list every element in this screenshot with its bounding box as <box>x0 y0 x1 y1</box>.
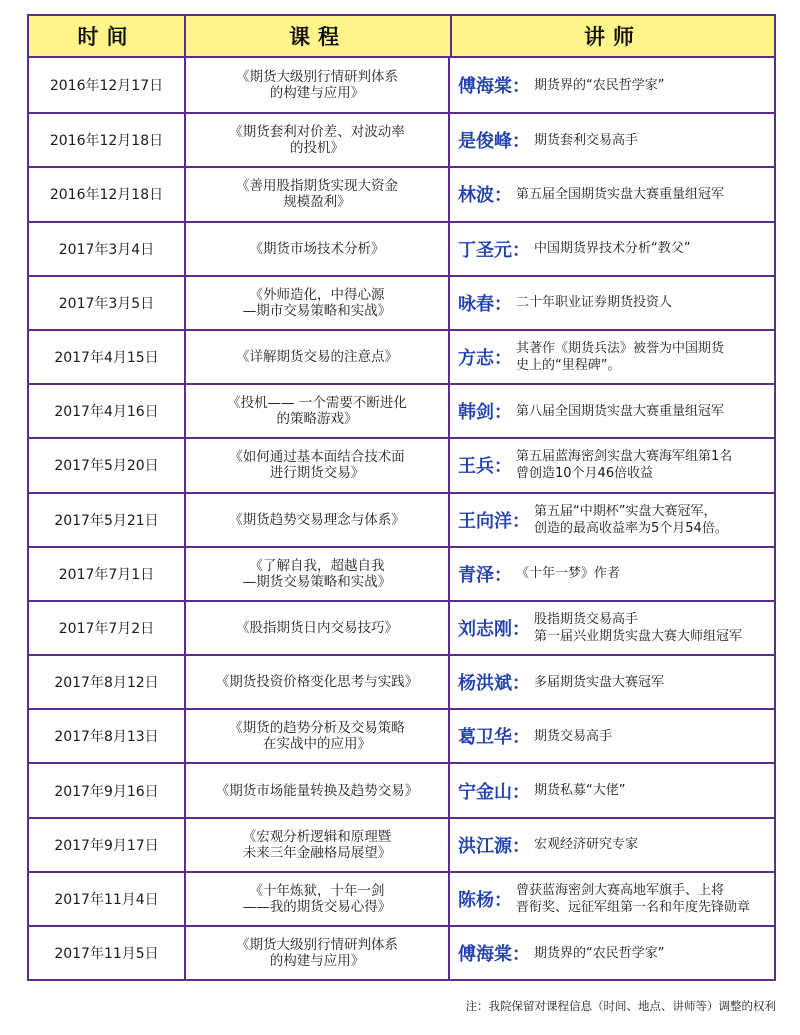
teacher-desc: 《十年一梦》作者 <box>516 566 621 582</box>
teacher-colon: ： <box>512 727 530 749</box>
row-course: 《期货投资价格变化思考与实践》 <box>184 656 448 708</box>
row-teacher <box>448 819 774 871</box>
teacher-colon: ： <box>512 510 530 532</box>
row-date: 2017年4月15日 <box>54 350 159 367</box>
row-date: 2016年12月17日 <box>49 78 164 95</box>
header-date: 时间 <box>77 25 136 49</box>
table-row <box>29 221 774 275</box>
footnote: 注：我院保留对课程信息（时间、地点、讲师等）调整的权利 <box>465 999 776 1013</box>
teacher-name: 是俊峰 <box>458 131 512 153</box>
row-teacher <box>448 385 774 437</box>
teacher-name: 傅海棠 <box>458 944 512 966</box>
teacher-desc: 多届期货实盘大赛冠军 <box>534 674 665 690</box>
table-row <box>29 708 774 762</box>
row-course: 《期货大级别行情研判体系 的构建与应用》 <box>184 927 448 979</box>
row-date: 2017年3月4日 <box>58 241 155 258</box>
teacher-colon: ： <box>512 239 530 261</box>
table-row <box>29 437 774 491</box>
row-date: 2017年5月21日 <box>54 512 159 529</box>
row-teacher <box>448 548 774 600</box>
row-teacher <box>448 114 774 166</box>
teacher-desc: 期货界的“农民哲学家” <box>534 945 665 961</box>
teacher-desc: 曾获蓝海密剑大赛高地军旗手、上将 晋衔奖、远征军组第一名和年度先锋勋章 <box>516 882 751 915</box>
teacher-colon: ： <box>512 76 530 98</box>
row-date: 2016年12月18日 <box>49 187 164 204</box>
row-teacher <box>448 764 774 816</box>
row-teacher <box>448 602 774 654</box>
row-teacher <box>448 331 774 383</box>
teacher-colon: ： <box>512 835 530 857</box>
teacher-desc: 股指期货交易高手 第一届兴业期货实盘大赛大师组冠军 <box>534 611 743 644</box>
table-row <box>29 275 774 329</box>
row-date: 2017年8月13日 <box>54 729 159 746</box>
table-row <box>29 112 774 166</box>
row-teacher <box>448 58 774 112</box>
teacher-name: 方志 <box>458 348 494 370</box>
row-date: 2016年12月18日 <box>49 133 164 150</box>
row-date: 2017年11月4日 <box>54 891 159 908</box>
row-teacher <box>448 873 774 925</box>
table-row <box>29 383 774 437</box>
row-date: 2017年11月5日 <box>54 946 159 963</box>
table-row <box>29 546 774 600</box>
row-course: 《宏观分析逻辑和原理暨 未来三年金融格局展望》 <box>184 819 448 871</box>
row-course: 《投机—— 一个需要不断进化 的策略游戏》 <box>184 385 448 437</box>
row-teacher <box>448 656 774 708</box>
table-row <box>29 166 774 220</box>
teacher-name: 傅海棠 <box>458 76 512 98</box>
teacher-desc: 其著作《期货兵法》被誉为中国期货 史上的“里程碑”。 <box>516 341 725 374</box>
row-teacher <box>448 927 774 979</box>
teacher-desc: 期货交易高手 <box>534 728 613 744</box>
table-body <box>29 58 774 979</box>
teacher-desc: 期货私募“大佬” <box>534 783 626 799</box>
teacher-name: 韩剑 <box>458 402 494 424</box>
row-course: 《善用股指期货实现大资金 规模盈利》 <box>184 168 448 220</box>
teacher-colon: ： <box>494 185 512 207</box>
table-row <box>29 817 774 871</box>
table-row <box>29 654 774 708</box>
row-date: 2017年9月17日 <box>54 837 159 854</box>
row-course: 《期货市场能量转换及趋势交易》 <box>184 764 448 816</box>
row-date: 2017年4月16日 <box>54 404 159 421</box>
row-course: 《期货套利对价差、对波动率 的投机》 <box>184 114 448 166</box>
row-date: 2017年7月1日 <box>58 566 155 583</box>
row-teacher <box>448 223 774 275</box>
teacher-desc: 第五届全国期货实盘大赛重量组冠军 <box>516 186 725 202</box>
teacher-name: 葛卫华 <box>458 727 512 749</box>
teacher-desc: 第五届“中期杯”实盘大赛冠军， 创造的最高收益率为5个月54倍。 <box>534 503 728 536</box>
teacher-desc: 期货界的“农民哲学家” <box>534 77 665 93</box>
table-row <box>29 600 774 654</box>
teacher-desc: 中国期货界技术分析“教父” <box>534 241 691 257</box>
teacher-name: 林波 <box>458 185 494 207</box>
teacher-desc: 二十年职业证券期货投资人 <box>516 295 673 311</box>
teacher-colon: ： <box>512 781 530 803</box>
teacher-colon: ： <box>512 944 530 966</box>
teacher-name: 宁金山 <box>458 781 512 803</box>
teacher-colon: ： <box>494 348 512 370</box>
teacher-name: 咏春 <box>458 293 494 315</box>
teacher-name: 丁圣元 <box>458 239 512 261</box>
teacher-desc: 第八届全国期货实盘大赛重量组冠军 <box>516 403 725 419</box>
row-course: 《期货的趋势分析及交易策略 在实战中的应用》 <box>184 710 448 762</box>
row-course: 《详解期货交易的注意点》 <box>184 331 448 383</box>
header-course: 课程 <box>184 16 450 56</box>
row-course: 《股指期货日内交易技巧》 <box>184 602 448 654</box>
teacher-colon: ： <box>494 402 512 424</box>
teacher-colon: ： <box>494 456 512 478</box>
table-row <box>29 762 774 816</box>
table-row <box>29 492 774 546</box>
table-row <box>29 329 774 383</box>
teacher-desc: 第五届蓝海密剑实盘大赛海军组第1名 曾创造10个月46倍收益 <box>516 449 733 482</box>
row-date: 2017年9月16日 <box>54 783 159 800</box>
row-date: 2017年8月12日 <box>54 675 159 692</box>
row-date: 2017年7月2日 <box>58 620 155 637</box>
teacher-name: 王向洋 <box>458 510 512 532</box>
row-date: 2017年5月20日 <box>54 458 159 475</box>
teacher-name: 杨洪斌 <box>458 673 512 695</box>
row-date: 2017年3月5日 <box>58 295 155 312</box>
row-course: 《外师造化，中得心源 —期市交易策略和实战》 <box>184 277 448 329</box>
header-teacher: 讲师 <box>450 16 774 56</box>
teacher-desc: 宏观经济研究专家 <box>534 837 639 853</box>
row-course: 《十年炼狱，十年一剑 ——我的期货交易心得》 <box>184 873 448 925</box>
row-course: 《期货趋势交易理念与体系》 <box>184 494 448 546</box>
teacher-name: 青泽 <box>458 564 494 586</box>
row-teacher <box>448 494 774 546</box>
row-teacher <box>448 168 774 220</box>
teacher-desc: 期货套利交易高手 <box>534 132 639 148</box>
row-course: 《了解自我，超越自我 —期货交易策略和实战》 <box>184 548 448 600</box>
teacher-colon: ： <box>512 131 530 153</box>
row-course: 《如何通过基本面结合技术面 进行期货交易》 <box>184 439 448 491</box>
course-schedule-table <box>27 14 776 981</box>
table-row <box>29 871 774 925</box>
table-header <box>29 16 774 58</box>
teacher-colon: ： <box>494 564 512 586</box>
row-course: 《期货大级别行情研判体系 的构建与应用》 <box>184 58 448 112</box>
teacher-colon: ： <box>512 618 530 640</box>
teacher-colon: ： <box>494 889 512 911</box>
row-teacher <box>448 710 774 762</box>
row-teacher <box>448 277 774 329</box>
teacher-colon: ： <box>494 293 512 315</box>
teacher-name: 刘志刚 <box>458 618 512 640</box>
teacher-name: 陈杨 <box>458 889 494 911</box>
row-teacher <box>448 439 774 491</box>
row-course: 《期货市场技术分析》 <box>184 223 448 275</box>
teacher-name: 洪江源 <box>458 835 512 857</box>
teacher-name: 王兵 <box>458 456 494 478</box>
table-row <box>29 58 774 112</box>
table-row <box>29 925 774 979</box>
teacher-colon: ： <box>512 673 530 695</box>
